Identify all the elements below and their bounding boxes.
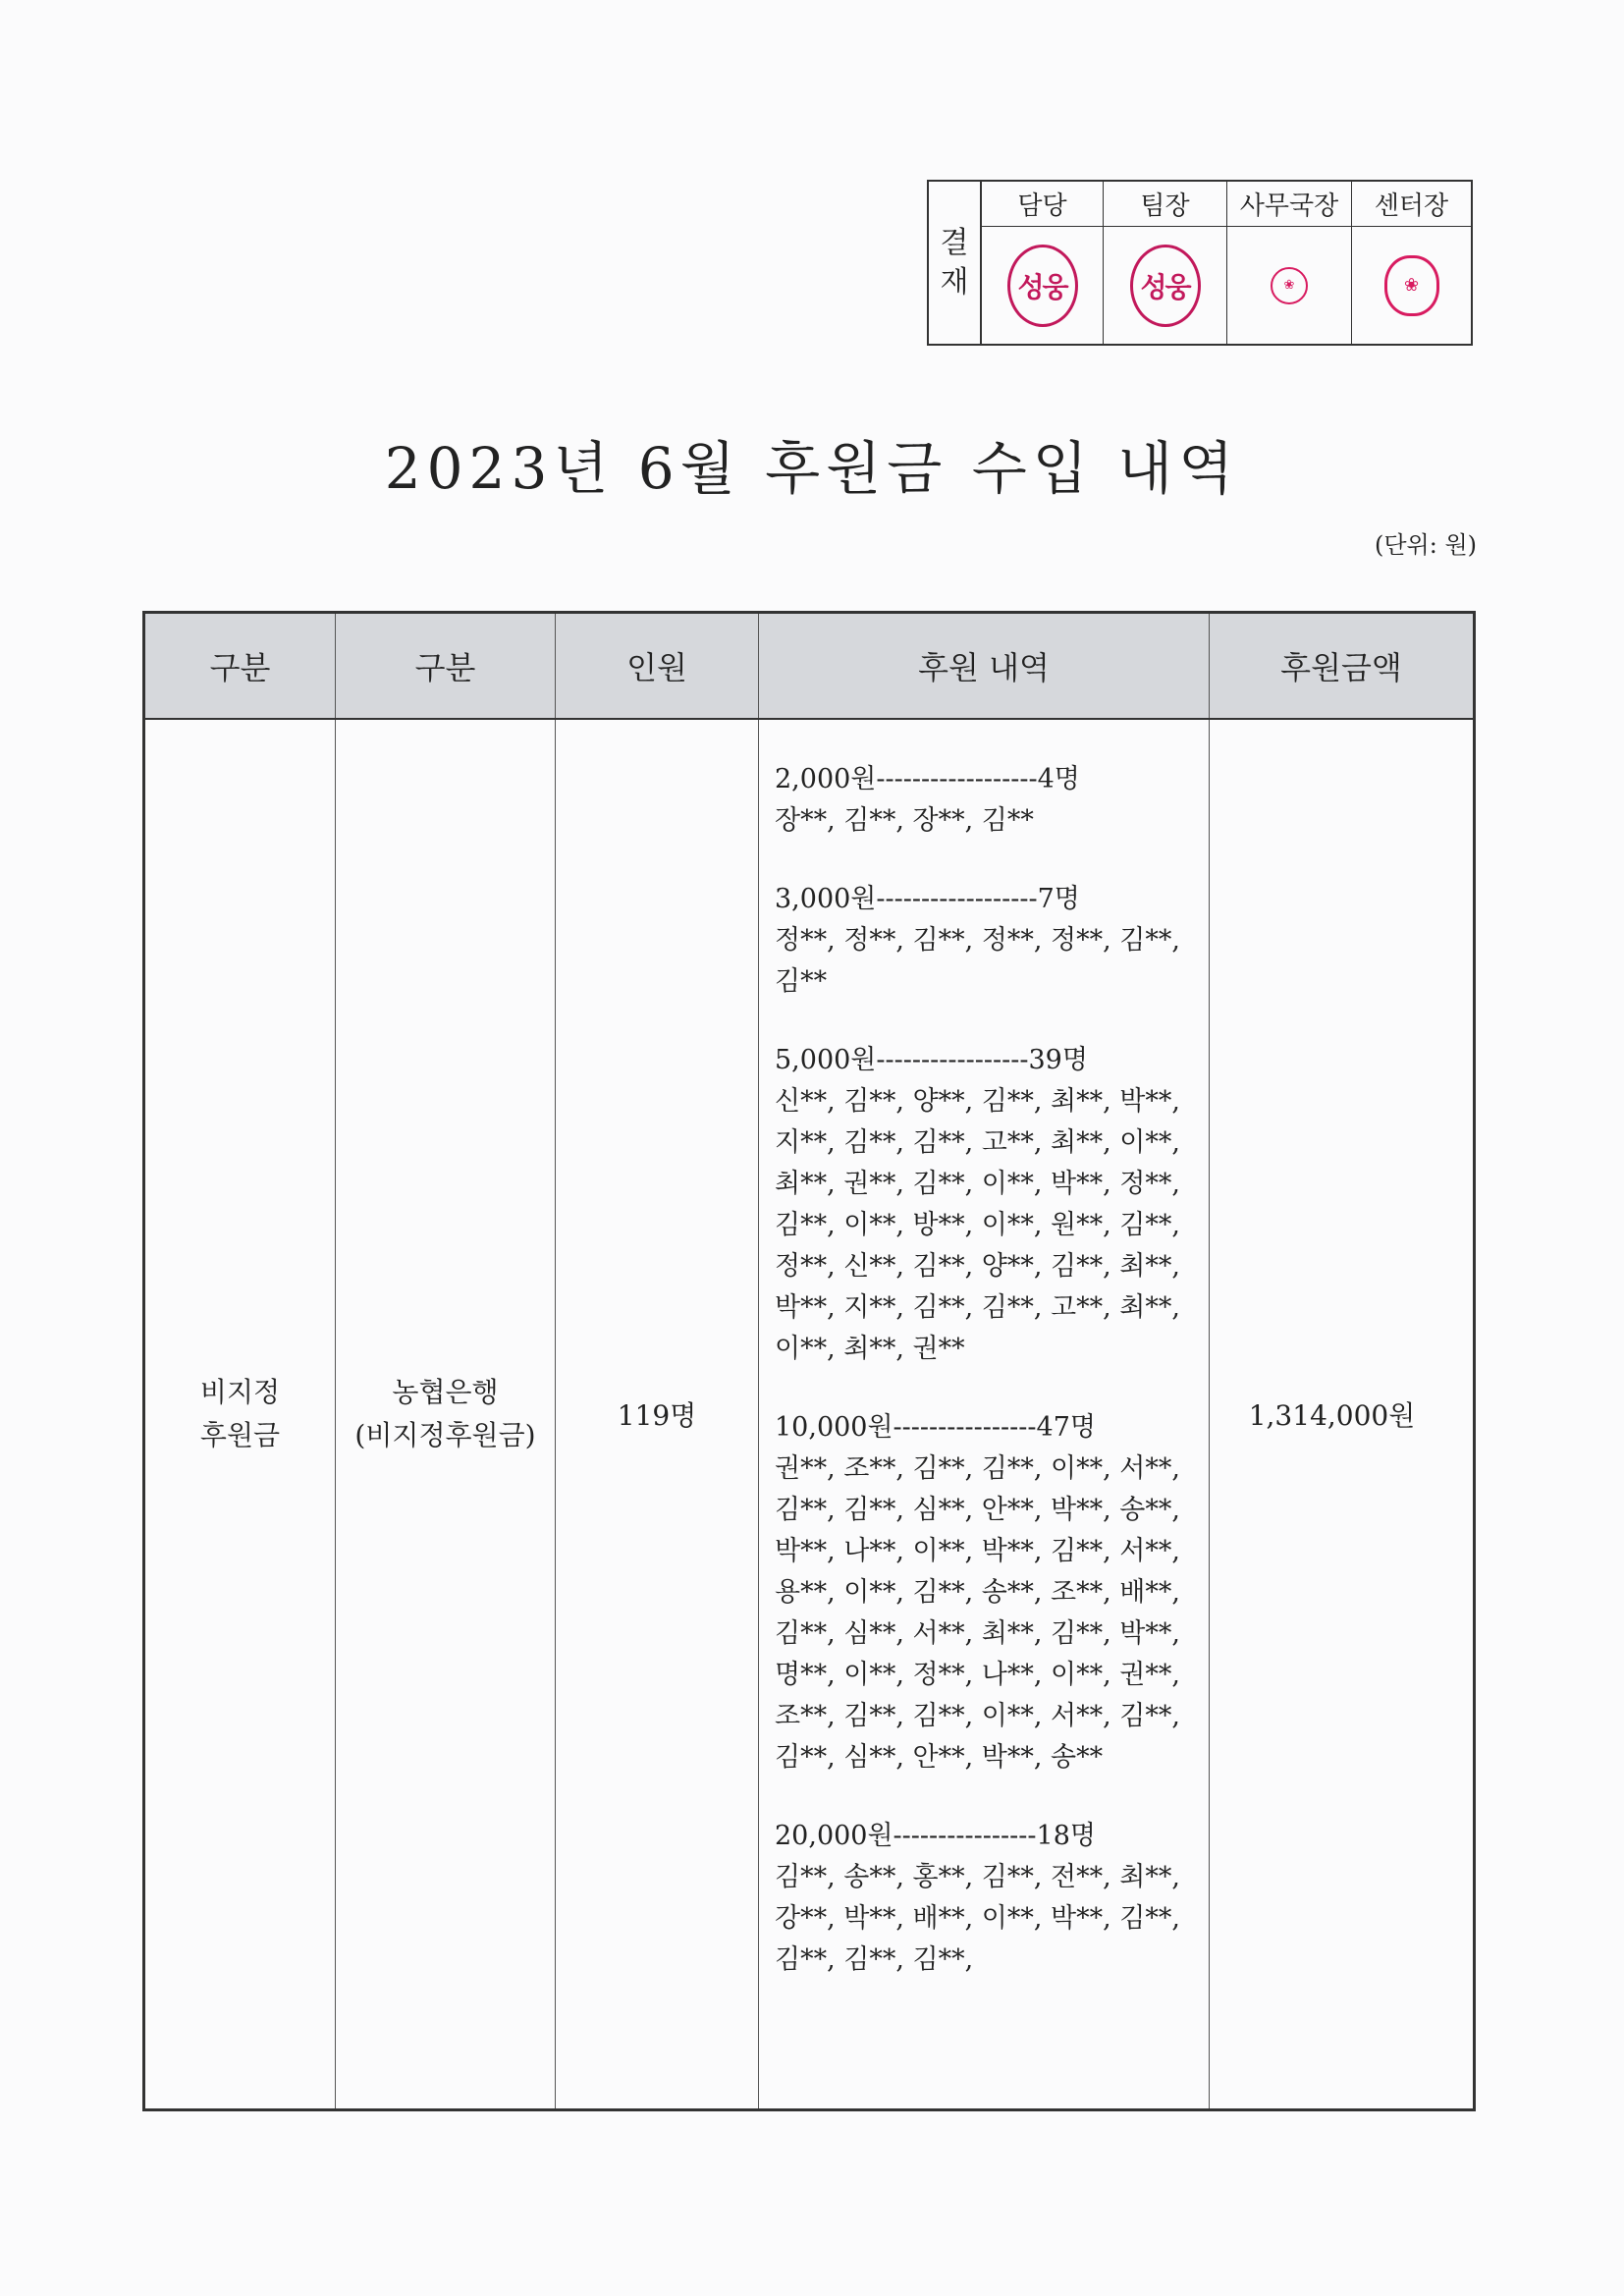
approval-header-staff: 담당 xyxy=(982,182,1104,227)
group-names: 신**, 김**, 양**, 김**, 최**, 박**, 지**, 김**, 김**, 고**, 최**, 이**, 최**, 권**, 김**, 이**, 박**, 정**, 김**, 이**, 방**, 이**, 원**, 김**, 정**, 신**, 김**, 양**, 김**, 최**, 박**, 지**, 김**, 김**, 고**, 최**, 이**, 최**, 권** xyxy=(775,1086,1180,1364)
donation-table xyxy=(142,611,1476,2111)
approval-seal-cell-center-director xyxy=(1352,227,1471,344)
cell-count: 119명 xyxy=(556,719,759,2110)
approval-seal-cell-team-leader xyxy=(1104,227,1227,344)
header-account: 구분 xyxy=(336,613,556,720)
group-names: 김**, 송**, 홍**, 김**, 전**, 최**, 강**, 박**, 배**, 이**, 박**, 김**, 김**, 김**, 김**, xyxy=(775,1862,1180,1975)
donation-group xyxy=(775,879,1195,1003)
group-header: 3,000원------------------7명 xyxy=(775,884,1080,914)
approval-box xyxy=(927,180,1473,346)
seal-stamp: 성웅 xyxy=(1130,245,1201,327)
table-row xyxy=(144,719,1475,2110)
approval-header-secretary-general: 사무국장 xyxy=(1227,182,1352,227)
approval-lead: 결 재 xyxy=(929,182,982,344)
donation-group xyxy=(775,1407,1195,1778)
cell-category: 비지정 후원금 xyxy=(144,719,336,2110)
group-header: 5,000원-----------------39명 xyxy=(775,1045,1088,1075)
group-names: 장**, 김**, 장**, 김** xyxy=(775,805,1034,836)
group-names: 정**, 정**, 김**, 정**, 정**, 김**, 김** xyxy=(775,925,1180,997)
donation-group xyxy=(775,759,1195,842)
cell-account: 농협은행 (비지정후원금) xyxy=(336,719,556,2110)
group-header: 20,000원----------------18명 xyxy=(775,1821,1096,1851)
seal-stamp-small: ❀ xyxy=(1271,267,1308,304)
group-header: 2,000원------------------4명 xyxy=(775,764,1080,794)
approval-seal-cell-staff xyxy=(982,227,1104,344)
group-names: 권**, 조**, 김**, 김**, 이**, 서**, 김**, 김**, 심**, 안**, 박**, 송**, 박**, 나**, 이**, 박**, 김**, 서**, 용**, 이**, 김**, 송**, 조**, 배**, 김**, 심**, 서**, 최**, 김**, 박**, 명**, 이**, 정**, 나**, 이**, 권**, 조**, 김**, 김**, 이**, 서**, 김**, 김**, 심**, 안**, 박**, 송** xyxy=(775,1453,1180,1773)
header-category: 구분 xyxy=(144,613,336,720)
approval-header-center-director: 센터장 xyxy=(1352,182,1471,227)
cell-details xyxy=(759,719,1210,2110)
seal-stamp-round: ❀ xyxy=(1384,255,1439,316)
table-header-row xyxy=(144,613,1475,720)
seal-stamp: 성웅 xyxy=(1007,245,1078,327)
document-title: 2023년 6월 후원금 수입 내역 xyxy=(384,435,1240,502)
header-count: 인원 xyxy=(556,613,759,720)
group-header: 10,000원----------------47명 xyxy=(775,1412,1096,1443)
approval-header-team-leader: 팀장 xyxy=(1104,182,1227,227)
donation-group xyxy=(775,1040,1195,1370)
donation-group xyxy=(775,1816,1195,1981)
header-details: 후원 내역 xyxy=(759,613,1210,720)
cell-amount: 1,314,000원 xyxy=(1210,719,1475,2110)
approval-seal-cell-secretary-general xyxy=(1227,227,1352,344)
unit-label: (단위: 원) xyxy=(1375,531,1477,559)
header-amount: 후원금액 xyxy=(1210,613,1475,720)
